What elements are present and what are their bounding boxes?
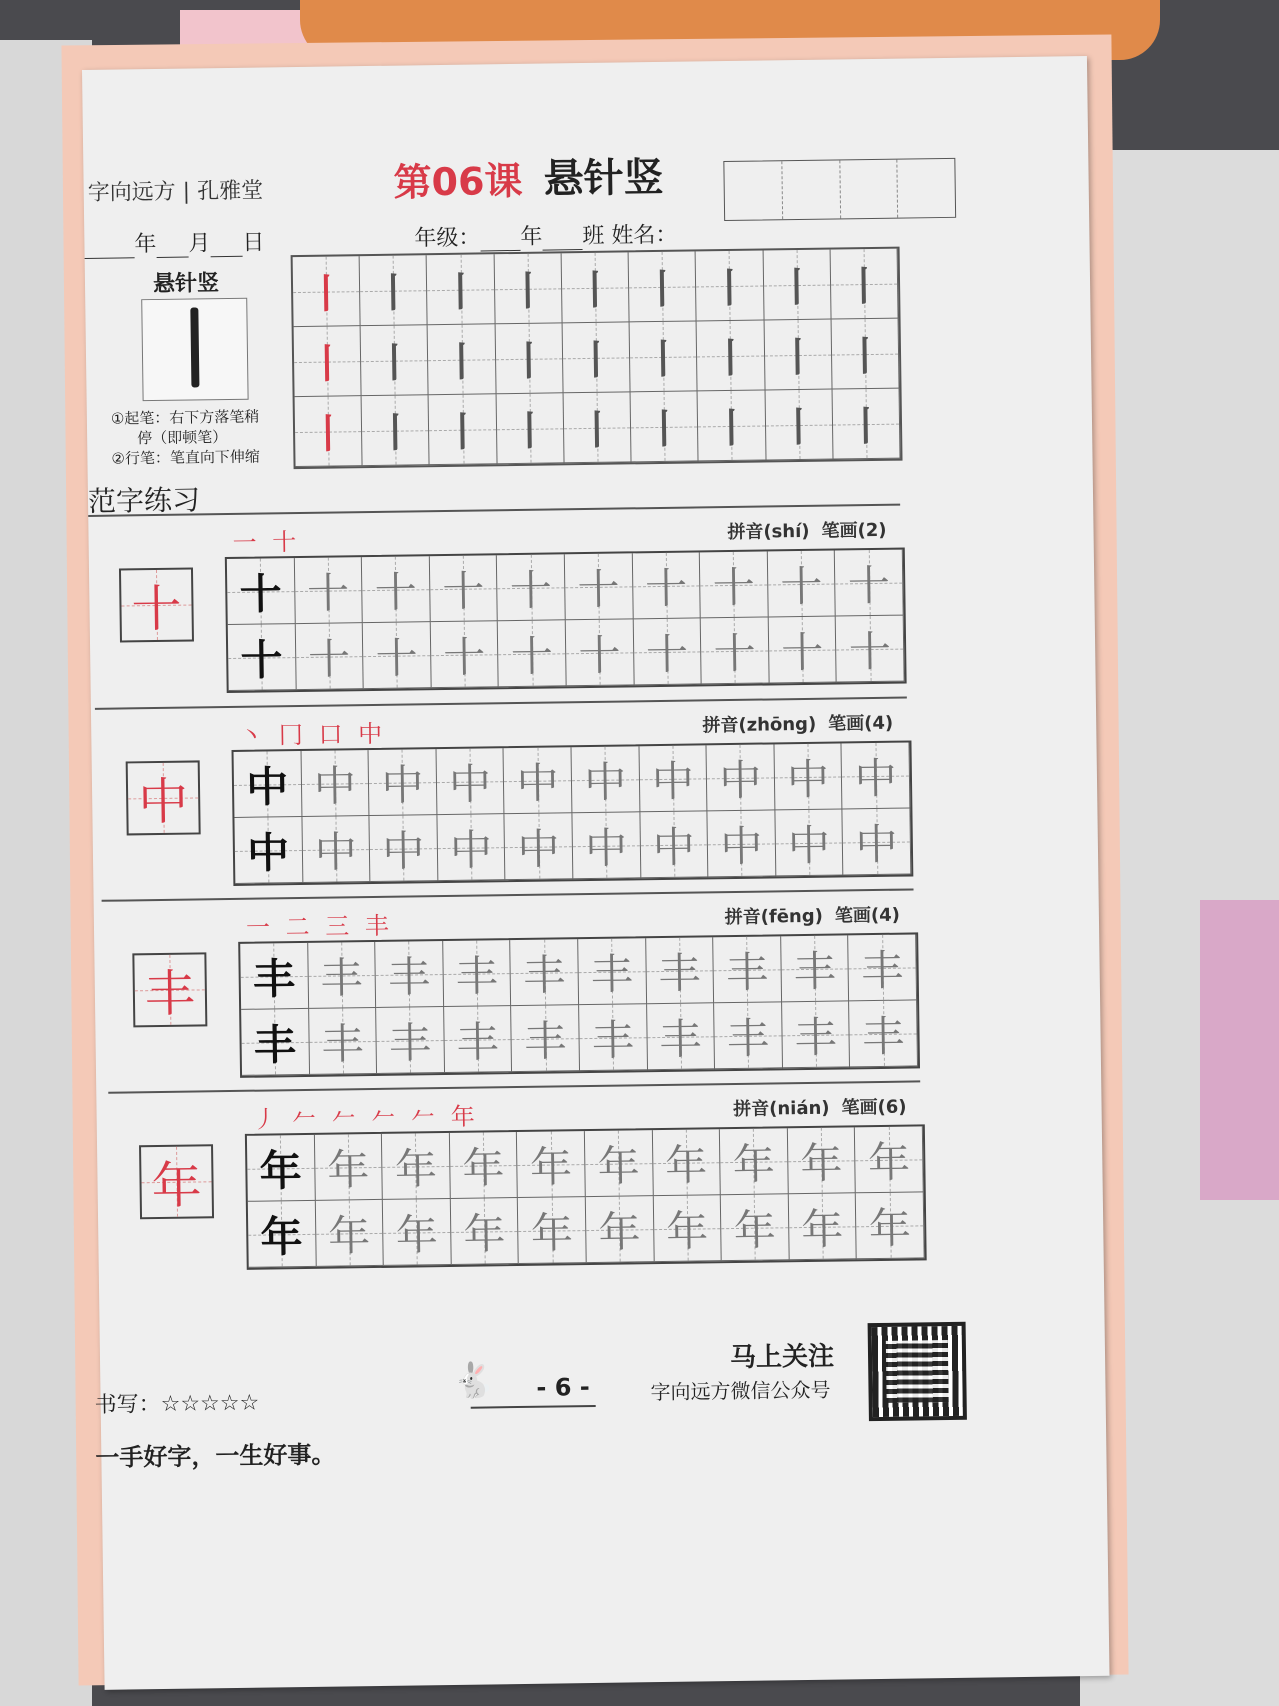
practice-cell[interactable] xyxy=(646,937,715,1004)
handwritten-character: 年 xyxy=(867,1137,911,1187)
practice-cell[interactable] xyxy=(512,1005,581,1072)
stroke-cell[interactable] xyxy=(764,320,832,391)
handwritten-character: 中 xyxy=(584,822,628,873)
model-character-box xyxy=(139,1144,214,1219)
handwritten-character: 十 xyxy=(848,626,892,676)
practice-cell[interactable] xyxy=(769,617,838,684)
printed-character: 丰 xyxy=(252,953,296,1004)
stroke-note-1: ①起笔：右下方落笔稍 xyxy=(110,407,260,428)
handwritten-character: 中 xyxy=(651,756,695,806)
practice-cell[interactable] xyxy=(647,1003,716,1070)
stroke-cell[interactable] xyxy=(561,252,629,323)
practice-cell[interactable] xyxy=(707,744,776,811)
stroke-glyph: 丨 xyxy=(441,339,482,387)
follow-label: 马上关注 xyxy=(729,1341,835,1374)
stroke-cell[interactable] xyxy=(631,391,699,462)
practice-cell[interactable] xyxy=(363,622,432,689)
practice-cell[interactable] xyxy=(701,617,770,684)
practice-cell[interactable] xyxy=(309,1008,378,1075)
character-block xyxy=(88,504,902,695)
practice-cell[interactable] xyxy=(302,816,371,883)
handwritten-character: 十 xyxy=(780,561,823,611)
handwritten-character: 十 xyxy=(645,629,689,679)
character-block xyxy=(95,697,909,888)
stroke-order: 一 二 三 丰 xyxy=(245,911,394,942)
practice-grid[interactable] xyxy=(232,740,914,885)
stroke-glyph: 丨 xyxy=(375,410,416,457)
handwritten-character: 丰 xyxy=(523,949,566,1000)
practice-cell[interactable] xyxy=(585,1130,654,1197)
pinyin-strokes xyxy=(733,1093,907,1121)
practice-cell[interactable] xyxy=(234,751,303,818)
stroke-cell[interactable] xyxy=(295,396,363,467)
practice-cell[interactable] xyxy=(430,555,499,622)
stroke-glyph: 丨 xyxy=(508,338,550,386)
stroke-count: 笔画(6) xyxy=(841,1096,907,1119)
practice-cell[interactable] xyxy=(578,938,647,1005)
stroke-cell[interactable] xyxy=(763,250,831,321)
stroke-cell[interactable] xyxy=(294,326,362,397)
model-character-box xyxy=(119,567,194,642)
practice-cell[interactable] xyxy=(653,1195,722,1262)
section-title: 范字练习 xyxy=(87,483,201,518)
handwritten-character: 十 xyxy=(847,560,891,610)
handwritten-character: 丰 xyxy=(387,951,431,1002)
handwritten-character: 中 xyxy=(787,820,831,870)
practice-cell[interactable] xyxy=(836,616,905,683)
handwritten-character: 中 xyxy=(313,760,357,811)
stroke-cell[interactable] xyxy=(765,390,833,461)
handwritten-character: 十 xyxy=(712,562,756,612)
practice-cell[interactable] xyxy=(234,817,303,884)
practice-cell[interactable] xyxy=(652,1129,721,1196)
handwritten-character: 丰 xyxy=(321,1018,364,1069)
practice-cell[interactable] xyxy=(789,1193,858,1260)
name-boxes[interactable] xyxy=(723,158,956,221)
character-block xyxy=(108,1080,922,1271)
practice-cell[interactable] xyxy=(315,1200,384,1267)
practice-cell[interactable] xyxy=(843,809,912,876)
handwritten-character: 十 xyxy=(306,567,350,618)
pinyin-strokes xyxy=(727,516,886,544)
stroke-title: 悬针竖 xyxy=(152,271,220,298)
handwritten-character: 年 xyxy=(529,1141,573,1192)
stroke-count: 笔画(4) xyxy=(834,904,901,927)
practice-cell[interactable] xyxy=(375,941,444,1008)
handwritten-character: 丰 xyxy=(793,946,837,996)
stroke-cell[interactable] xyxy=(496,393,564,464)
practice-cell[interactable] xyxy=(849,1000,918,1067)
stroke-cell[interactable] xyxy=(429,394,497,465)
stroke-glyph: 丨 xyxy=(574,267,616,315)
printed-character: 十 xyxy=(240,634,283,685)
handwritten-character: 年 xyxy=(665,1205,709,1256)
stroke-glyph: 丨 xyxy=(373,270,414,317)
stroke-cell[interactable] xyxy=(361,325,429,396)
handwritten-character: 十 xyxy=(578,630,621,680)
handwritten-character: 十 xyxy=(509,564,553,615)
handwritten-character: 丰 xyxy=(591,1014,635,1065)
stroke-diagram xyxy=(141,298,248,401)
practice-cell[interactable] xyxy=(571,746,640,813)
pinyin-strokes xyxy=(702,709,893,738)
rabbit-icon: 🐇 xyxy=(452,1360,495,1401)
practice-cell[interactable] xyxy=(835,550,904,617)
handwritten-character: 十 xyxy=(307,633,351,684)
practice-cell[interactable] xyxy=(497,554,566,621)
handwritten-character: 中 xyxy=(719,755,762,805)
stroke-cell[interactable] xyxy=(696,251,764,322)
handwritten-character: 中 xyxy=(517,823,560,874)
practice-cell[interactable] xyxy=(579,1004,648,1071)
practice-cell[interactable] xyxy=(248,1201,317,1268)
printed-character: 年 xyxy=(259,1145,303,1196)
practice-cell[interactable] xyxy=(443,940,512,1007)
stroke-cell[interactable] xyxy=(362,395,430,466)
handwritten-character: 十 xyxy=(780,627,824,677)
handwritten-character: 中 xyxy=(449,824,493,875)
page-number: - 6 - xyxy=(470,1373,596,1409)
handwritten-character: 年 xyxy=(733,1204,777,1255)
stroke-glyph: 丨 xyxy=(845,403,887,451)
practice-cell[interactable] xyxy=(444,1006,513,1073)
practice-cell[interactable] xyxy=(369,749,438,816)
stroke-cell[interactable] xyxy=(427,254,495,325)
lesson-title: 悬针竖 xyxy=(543,154,664,203)
practice-cell[interactable] xyxy=(240,943,309,1010)
handwritten-character: 年 xyxy=(800,1137,843,1188)
practice-cell[interactable] xyxy=(518,1197,587,1264)
handwritten-character: 中 xyxy=(854,753,897,803)
practice-cell[interactable] xyxy=(450,1132,519,1199)
practice-cell[interactable] xyxy=(632,552,701,619)
printed-character: 中 xyxy=(245,761,289,812)
handwritten-character: 中 xyxy=(314,826,358,877)
handwritten-character: 中 xyxy=(855,819,898,869)
handwritten-character: 年 xyxy=(394,1143,438,1194)
handwritten-character: 丰 xyxy=(523,1015,567,1066)
model-character: 中 xyxy=(137,772,189,832)
stroke-cell[interactable] xyxy=(832,389,900,460)
stroke-cell[interactable] xyxy=(495,323,563,394)
stroke-glyph: 丨 xyxy=(643,336,684,384)
practice-grid[interactable] xyxy=(225,548,907,693)
practice-cell[interactable] xyxy=(505,813,574,880)
handwritten-character: 年 xyxy=(463,1208,506,1259)
practice-cell[interactable] xyxy=(294,557,363,624)
right-book-cover xyxy=(1200,900,1279,1200)
stroke-practice-grid[interactable] xyxy=(291,247,903,469)
practice-cell[interactable] xyxy=(370,815,439,882)
practice-cell[interactable] xyxy=(511,939,580,1006)
handwritten-character: 丰 xyxy=(590,948,634,999)
practice-cell[interactable] xyxy=(431,621,500,688)
pinyin: 拼音(nián) xyxy=(733,1097,830,1121)
stroke-cell[interactable] xyxy=(360,255,428,326)
practice-cell[interactable] xyxy=(781,935,850,1002)
practice-cell[interactable] xyxy=(498,620,567,687)
printed-character: 年 xyxy=(260,1211,303,1262)
practice-cell[interactable] xyxy=(314,1134,383,1201)
stroke-glyph: 丨 xyxy=(843,263,885,311)
stroke-glyph: 丨 xyxy=(710,335,751,383)
stroke-count: 笔画(2) xyxy=(821,519,887,542)
stroke-cell[interactable] xyxy=(293,256,361,327)
stroke-cell[interactable] xyxy=(697,321,765,392)
stroke-glyph: 丨 xyxy=(507,268,549,316)
practice-cell[interactable] xyxy=(639,745,708,812)
stroke-order: 丿 𠂉 𠂉 𠂉 𠂉 年 xyxy=(252,1102,480,1134)
handwritten-character: 丰 xyxy=(861,1011,905,1061)
handwritten-character: 年 xyxy=(598,1206,641,1257)
stroke-note-2: ②行笔：笔直向下伸缩 xyxy=(111,447,260,468)
practice-cell[interactable] xyxy=(721,1194,790,1261)
practice-cell[interactable] xyxy=(382,1133,451,1200)
handwritten-character: 十 xyxy=(644,563,688,613)
handwritten-character: 年 xyxy=(326,1144,370,1195)
stroke-glyph: 丨 xyxy=(305,271,347,318)
practice-cell[interactable] xyxy=(788,1127,857,1194)
practice-cell[interactable] xyxy=(708,810,777,877)
handwritten-character: 十 xyxy=(713,628,757,678)
practice-cell[interactable] xyxy=(849,934,918,1001)
printed-character: 丰 xyxy=(253,1019,297,1070)
handwritten-character: 年 xyxy=(664,1139,708,1190)
handwritten-character: 十 xyxy=(510,630,554,681)
printed-character: 十 xyxy=(239,568,282,619)
practice-cell[interactable] xyxy=(241,1009,310,1076)
pinyin: 拼音(shí) xyxy=(727,520,810,544)
printed-character: 中 xyxy=(246,827,290,878)
stroke-glyph: 丨 xyxy=(442,409,483,456)
stroke-glyph: 丨 xyxy=(306,341,348,388)
practice-cell[interactable] xyxy=(565,553,634,620)
model-character: 年 xyxy=(151,1156,202,1216)
practice-cell[interactable] xyxy=(376,1007,445,1074)
date-line[interactable]: 年 月 日 xyxy=(84,225,264,259)
stroke-count: 笔画(4) xyxy=(828,712,894,735)
stroke-cell[interactable] xyxy=(563,392,631,463)
handwritten-character: 中 xyxy=(381,759,424,810)
handwritten-character: 丰 xyxy=(725,947,769,997)
handwritten-character: 丰 xyxy=(456,1016,500,1067)
practice-grid[interactable] xyxy=(238,932,920,1077)
practice-cell[interactable] xyxy=(451,1198,520,1265)
handwritten-character: 十 xyxy=(442,631,486,682)
stroke-glyph: 丨 xyxy=(576,407,618,455)
handwritten-character: 十 xyxy=(374,566,418,617)
handwritten-character: 中 xyxy=(382,825,425,876)
stroke-glyph: 丨 xyxy=(440,269,482,317)
practice-cell[interactable] xyxy=(775,809,844,876)
practice-cell[interactable] xyxy=(308,942,377,1009)
practice-cell[interactable] xyxy=(700,551,769,618)
handwritten-character: 丰 xyxy=(320,952,363,1003)
practice-cell[interactable] xyxy=(247,1135,316,1202)
practice-cell[interactable] xyxy=(295,623,364,690)
stroke-glyph: 丨 xyxy=(777,334,819,382)
practice-cell[interactable] xyxy=(714,1002,783,1069)
pinyin: 拼音(fēng) xyxy=(724,905,824,929)
practice-cell[interactable] xyxy=(228,624,297,691)
handwritten-character: 年 xyxy=(800,1203,844,1254)
pinyin-strokes xyxy=(725,901,901,929)
handwritten-character: 年 xyxy=(868,1203,912,1253)
stroke-order: 丶 冂 口 中 xyxy=(239,719,387,750)
worksheet-page xyxy=(82,56,1110,1690)
stroke-glyph: 丨 xyxy=(509,408,551,456)
model-character-box xyxy=(132,952,207,1027)
practice-cell[interactable] xyxy=(720,1128,789,1195)
practice-cell[interactable] xyxy=(383,1199,452,1266)
stroke-note-1b: 停（即顿笔） xyxy=(137,428,228,448)
character-block xyxy=(102,888,916,1079)
practice-cell[interactable] xyxy=(572,812,641,879)
handwritten-character: 丰 xyxy=(658,947,701,998)
handwritten-character: 中 xyxy=(652,822,696,872)
practice-cell[interactable] xyxy=(436,748,505,815)
handwritten-character: 中 xyxy=(720,821,763,871)
handwritten-character: 中 xyxy=(516,757,560,808)
handwritten-character: 十 xyxy=(375,632,419,683)
model-character: 丰 xyxy=(144,964,196,1024)
practice-cell[interactable] xyxy=(782,1001,851,1068)
stroke-glyph: 丨 xyxy=(374,340,415,387)
qr-code-icon[interactable] xyxy=(868,1322,967,1421)
handwritten-character: 丰 xyxy=(455,950,499,1001)
practice-cell[interactable] xyxy=(227,558,296,625)
stroke-cell[interactable] xyxy=(830,249,898,320)
handwritten-character: 中 xyxy=(786,754,830,804)
practice-cell[interactable] xyxy=(774,743,843,810)
handwritten-character: 年 xyxy=(732,1138,776,1189)
handwritten-character: 丰 xyxy=(860,945,904,995)
handwritten-character: 中 xyxy=(583,756,627,807)
handwritten-character: 中 xyxy=(448,758,492,809)
practice-cell[interactable] xyxy=(768,551,837,618)
practice-cell[interactable] xyxy=(842,743,911,810)
stroke-intro-panel xyxy=(85,255,298,468)
stroke-cell[interactable] xyxy=(698,390,766,461)
practice-cell[interactable] xyxy=(566,619,635,686)
practice-cell[interactable] xyxy=(713,936,782,1003)
handwritten-character: 十 xyxy=(442,565,485,616)
brand-logo: 字向远方 | 孔雅堂 xyxy=(87,178,264,206)
slogan: 一手好字，一生好事。 xyxy=(95,1440,336,1472)
wechat-label: 字向远方微信公众号 xyxy=(650,1377,831,1405)
handwritten-character: 年 xyxy=(462,1142,505,1193)
stroke-cell[interactable] xyxy=(562,322,630,393)
practice-cell[interactable] xyxy=(517,1131,586,1198)
handwritten-character: 十 xyxy=(577,564,620,614)
stroke-glyph: 丨 xyxy=(844,333,886,381)
stroke-cell[interactable] xyxy=(630,321,698,392)
stroke-glyph: 丨 xyxy=(642,266,683,314)
practice-cell[interactable] xyxy=(586,1196,655,1263)
practice-cell[interactable] xyxy=(855,1126,924,1193)
grade-class-line[interactable]: 年级： 年 班 姓名： xyxy=(414,222,678,252)
handwritten-character: 丰 xyxy=(794,1012,838,1062)
handwritten-character: 丰 xyxy=(726,1013,770,1063)
stroke-cell[interactable] xyxy=(494,253,562,324)
practice-cell[interactable] xyxy=(504,747,573,814)
handwritten-character: 年 xyxy=(327,1210,371,1261)
rating-stars[interactable]: 书写：☆☆☆☆☆ xyxy=(94,1390,260,1418)
practice-cell[interactable] xyxy=(856,1192,925,1259)
practice-grid[interactable] xyxy=(245,1124,927,1269)
handwritten-character: 年 xyxy=(395,1209,439,1260)
practice-cell[interactable] xyxy=(640,811,709,878)
stroke-cell[interactable] xyxy=(428,324,496,395)
stroke-glyph: 丨 xyxy=(575,337,617,385)
stroke-glyph: 丨 xyxy=(643,406,685,454)
lesson-number: 第06课 xyxy=(393,158,523,205)
practice-cell[interactable] xyxy=(633,618,702,685)
model-character: 十 xyxy=(131,579,182,639)
practice-cell[interactable] xyxy=(301,750,370,817)
stroke-order: 一 十 xyxy=(232,528,301,557)
handwritten-character: 年 xyxy=(597,1140,640,1191)
stroke-glyph: 丨 xyxy=(709,265,750,313)
stroke-glyph: 丨 xyxy=(776,264,818,312)
practice-cell[interactable] xyxy=(437,814,506,881)
handwritten-character: 丰 xyxy=(659,1013,702,1064)
stroke-cell[interactable] xyxy=(629,251,697,322)
stroke-glyph: 丨 xyxy=(778,404,820,452)
stroke-glyph: 丨 xyxy=(307,411,349,458)
handwritten-character: 年 xyxy=(530,1207,574,1258)
stroke-cell[interactable] xyxy=(831,319,899,390)
practice-cell[interactable] xyxy=(362,556,431,623)
model-character-box xyxy=(126,760,201,835)
pinyin: 拼音(zhōng) xyxy=(702,713,817,737)
handwritten-character: 丰 xyxy=(388,1017,432,1068)
stroke-glyph: 丨 xyxy=(711,405,752,453)
